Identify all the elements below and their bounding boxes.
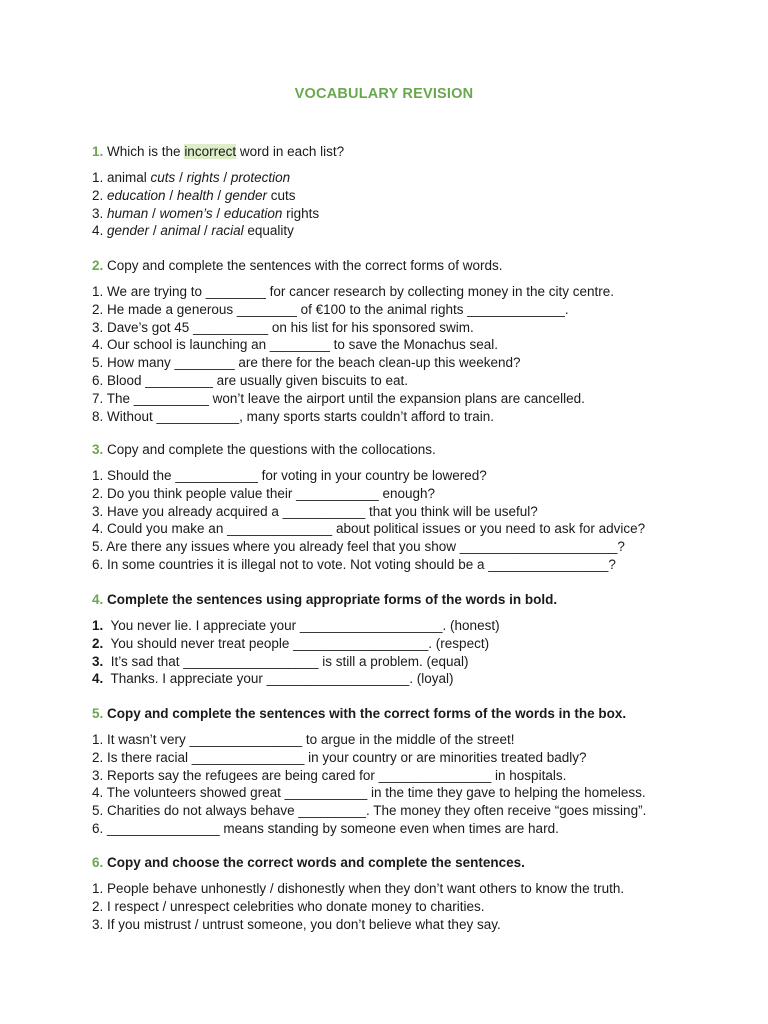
section-5-items <box>92 731 712 838</box>
section-3-number: 3. <box>92 442 104 457</box>
list-item: 4. Could you make an ______________ about political issues or you need to ask for advice? <box>92 521 646 537</box>
list-item: 3. Dave’s got 45 __________ on his list for his sponsored swim. <box>92 319 474 335</box>
section-2-items <box>92 283 712 425</box>
list-item: 2. Is there racial _______________ in your country or are minorities treated badly? <box>92 749 587 765</box>
list-item: 8. Without ___________, many sports starts couldn’t afford to train. <box>92 408 494 424</box>
list-item: 2. You should never treat people __________________. (respect) <box>92 635 490 651</box>
list-item: 6. _______________ means standing by someone even when times are hard. <box>92 820 559 836</box>
section-4-number: 4. <box>92 592 104 607</box>
section-6 <box>92 854 712 933</box>
section-5-number: 5. <box>92 706 104 721</box>
list-item: 2. I respect / unrespect celebrities who donate money to charities. <box>92 898 485 914</box>
section-1-items <box>92 169 712 240</box>
list-item: 2. Do you think people value their ___________ enough? <box>92 485 436 501</box>
list-item: 6. In some countries it is illegal not to vote. Not voting should be a ________________? <box>92 556 616 572</box>
list-item: 3. Reports say the refugees are being cared for _______________ in hospitals. <box>92 767 567 783</box>
section-4-question: 4. Complete the sentences using appropriate forms of the words in bold. <box>92 592 558 607</box>
list-item: 5. How many ________ are there for the beach clean-up this weekend? <box>92 355 521 371</box>
section-5-question: 5. Copy and complete the sentences with the correct forms of the words in the box. <box>92 706 627 721</box>
question-text-before: Which is the <box>107 144 185 159</box>
list-item: 4. The volunteers showed great ___________ in the time they gave to helping the homeless. <box>92 785 646 801</box>
list-item: 1. It wasn’t very _______________ to argue in the middle of the street! <box>92 732 515 747</box>
list-item: 1. People behave unhonestly / dishonestly when they don’t want others to know the truth. <box>92 881 625 896</box>
list-item: 3. Have you already acquired a ___________ that you think will be useful? <box>92 503 538 519</box>
section-1-question <box>92 143 712 161</box>
section-2 <box>92 257 712 425</box>
section-5 <box>92 705 712 838</box>
section-4-items <box>92 617 712 688</box>
list-item: 2. education / health / gender cuts <box>92 187 296 203</box>
section-3-question: 3. Copy and complete the questions with the collocations. <box>92 442 436 457</box>
section-2-question: 2. Copy and complete the sentences with the correct forms of words. <box>92 258 503 273</box>
question-text-after: word in each list? <box>236 144 345 159</box>
list-item: 5. Are there any issues where you already feel that you show _____________________? <box>92 539 625 555</box>
section-3 <box>92 441 712 574</box>
list-item: 1. animal cuts / rights / protection <box>92 170 291 185</box>
list-item: 1. We are trying to ________ for cancer research by collecting money in the city centre. <box>92 284 615 299</box>
list-item: 2. He made a generous ________ of €100 to the animal rights _____________. <box>92 301 569 317</box>
list-item: 4. gender / animal / racial equality <box>92 223 294 239</box>
list-item: 3. human / women’s / education rights <box>92 205 320 221</box>
list-item: 4. Thanks. I appreciate your ___________________. (loyal) <box>92 671 454 687</box>
list-item: 5. Charities do not always behave _________. The money they often receive “goes missing”. <box>92 803 647 819</box>
section-2-number: 2. <box>92 258 104 273</box>
section-1-number: 1. <box>92 144 104 159</box>
list-item: 3. It’s sad that __________________ is still a problem. (equal) <box>92 653 469 669</box>
section-4 <box>92 591 712 688</box>
section-1 <box>92 143 712 240</box>
list-item: 1. Should the ___________ for voting in your country be lowered? <box>92 468 487 483</box>
section-6-number: 6. <box>92 855 104 870</box>
list-item: 7. The __________ won’t leave the airport until the expansion plans are cancelled. <box>92 390 585 406</box>
list-item: 1. You never lie. I appreciate your ___________________. (honest) <box>92 618 500 633</box>
list-item: 6. Blood _________ are usually given biscuits to eat. <box>92 372 408 388</box>
list-item: 4. Our school is launching an ________ to save the Monachus seal. <box>92 337 499 353</box>
page-title: VOCABULARY REVISION <box>294 86 474 102</box>
section-3-items <box>92 467 712 574</box>
list-item: 3. If you mistrust / untrust someone, you don’t believe what they say. <box>92 916 501 932</box>
section-6-question: 6. Copy and choose the correct words and complete the sentences. <box>92 855 525 870</box>
section-6-items <box>92 880 712 933</box>
highlighted-word: incorrect <box>184 144 237 159</box>
